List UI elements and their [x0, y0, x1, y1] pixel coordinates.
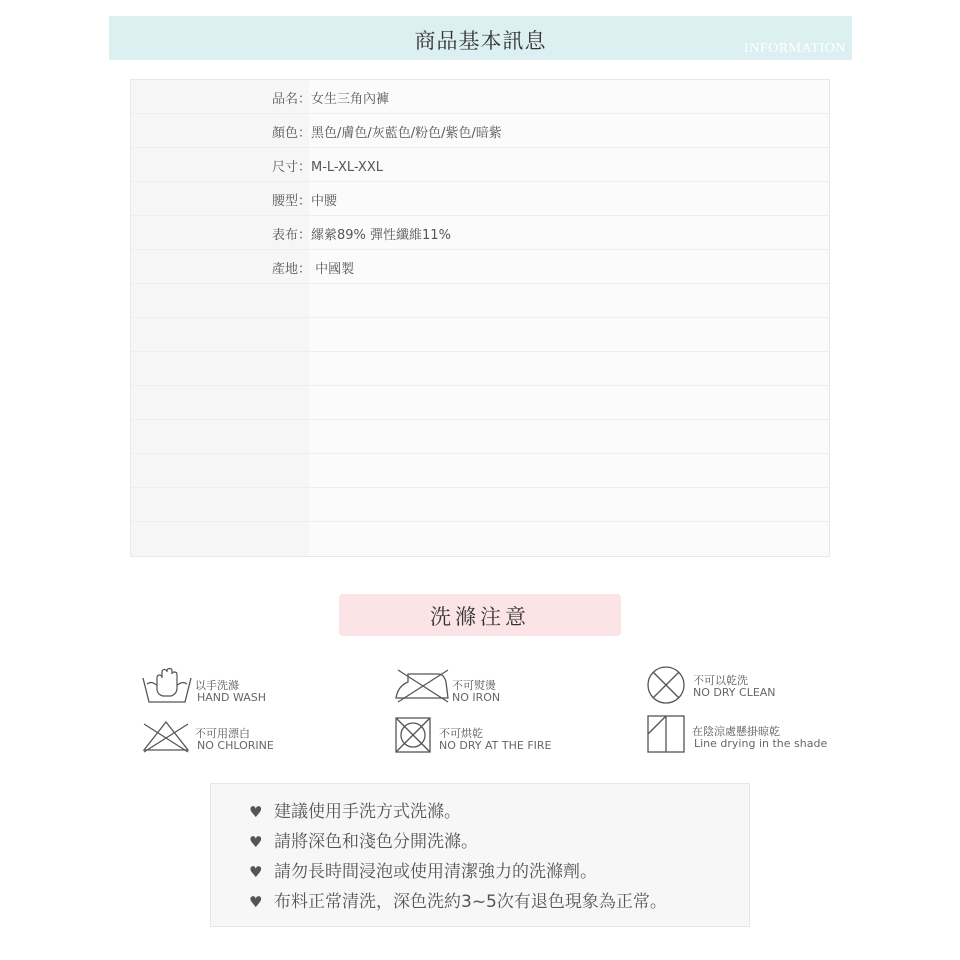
- care-en-label: Line drying in the shade: [694, 737, 828, 750]
- info-row-empty: [131, 386, 829, 420]
- heart-icon: ♥: [249, 803, 263, 821]
- wash-tip-text: 建議使用手洗方式洗滌。: [274, 802, 461, 822]
- wash-tips-box: [210, 783, 750, 927]
- no-chlorine-icon: [141, 718, 191, 754]
- care-cn-label: 不可熨燙: [452, 679, 496, 692]
- care-item-line-dry-shade: [646, 714, 826, 754]
- info-row-text: 尺寸：M-L-XL-XXL: [272, 160, 383, 175]
- no-iron-icon: [394, 668, 450, 704]
- care-cn-label: 不可用漂白: [195, 727, 250, 740]
- care-cn-label: 以手洗滌: [195, 679, 239, 692]
- info-row-empty: [131, 522, 829, 556]
- info-row-waist: [131, 182, 829, 216]
- wash-tip: [249, 827, 478, 852]
- info-table: [130, 79, 830, 557]
- no-tumble-dry-icon: [394, 716, 432, 754]
- info-row-empty: [131, 318, 829, 352]
- info-row-name: [131, 80, 829, 114]
- info-row-text: 產地： 中國製: [272, 262, 355, 277]
- care-cn-label: 在陰涼處懸掛晾乾: [692, 725, 780, 738]
- care-en-label: NO CHLORINE: [197, 739, 274, 752]
- care-item-no-iron: [394, 668, 544, 708]
- info-row-color: [131, 114, 829, 148]
- info-title: 商品基本訊息: [414, 29, 547, 53]
- info-row-empty: [131, 352, 829, 386]
- care-item-no-chlorine: [141, 718, 291, 756]
- care-item-no-dry-clean: [646, 664, 816, 706]
- info-row-empty: [131, 454, 829, 488]
- line-dry-shade-icon: [646, 714, 686, 754]
- care-en-label: HAND WASH: [197, 691, 267, 704]
- hand-wash-icon: [141, 662, 193, 706]
- info-row-empty: [131, 488, 829, 522]
- care-en-label: NO IRON: [452, 691, 501, 704]
- wash-tip: [249, 887, 667, 912]
- heart-icon: ♥: [249, 833, 263, 851]
- care-cn-label: 不可烘乾: [439, 727, 483, 740]
- heart-icon: ♥: [249, 863, 263, 881]
- info-row-empty: [131, 420, 829, 454]
- info-header: [109, 16, 852, 60]
- info-row-size: [131, 148, 829, 182]
- care-cn-label: 不可以乾洗: [693, 674, 748, 687]
- info-row-origin: [131, 250, 829, 284]
- wash-tip: [249, 857, 597, 882]
- info-subtitle: INFORMATION: [744, 41, 846, 56]
- info-row-fabric: [131, 216, 829, 250]
- info-row-text: 品名：女生三角內褲: [272, 92, 390, 107]
- heart-icon: ♥: [249, 893, 263, 911]
- care-item-hand-wash: [141, 662, 291, 708]
- wash-tip-text: 請勿長時間浸泡或使用清潔強力的洗滌劑。: [274, 862, 597, 882]
- info-row-empty: [131, 284, 829, 318]
- info-row-text: 表布：縲縈89% 彈性纖維11%: [272, 228, 451, 243]
- care-en-label: NO DRY AT THE FIRE: [439, 739, 552, 752]
- info-row-text: 顏色：黑色/膚色/灰藍色/粉色/紫色/暗紫: [272, 126, 502, 141]
- wash-header: [339, 594, 621, 636]
- care-item-no-tumble-dry: [394, 716, 554, 756]
- care-en-label: NO DRY CLEAN: [693, 686, 776, 699]
- no-dry-clean-icon: [646, 664, 688, 706]
- wash-tip: [249, 797, 461, 822]
- wash-tip-text: 請將深色和淺色分開洗滌。: [274, 832, 478, 852]
- info-row-text: 腰型：中腰: [272, 194, 338, 209]
- wash-tip-text: 布料正常清洗，深色洗約3~5次有退色現象為正常。: [274, 892, 667, 912]
- wash-title: 洗滌注意: [430, 605, 530, 629]
